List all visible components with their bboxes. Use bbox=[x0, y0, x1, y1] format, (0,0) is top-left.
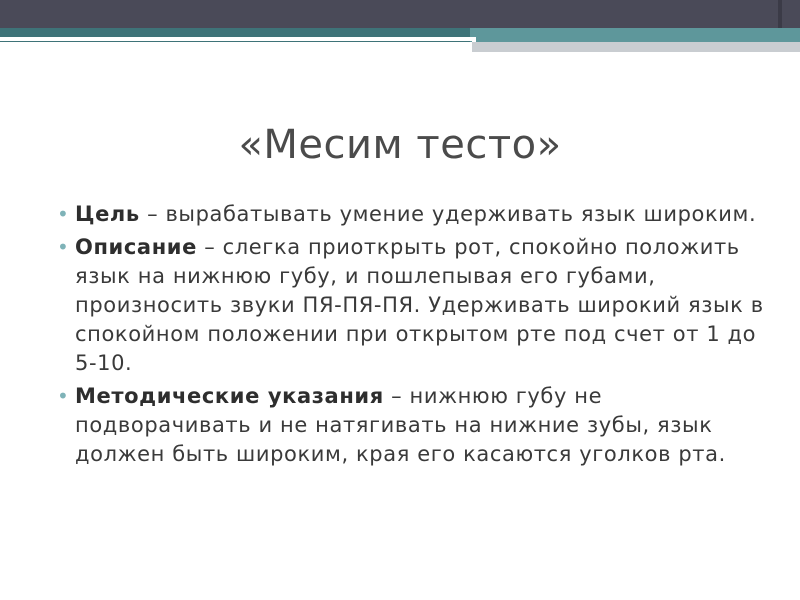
header-teal-stripe-light bbox=[470, 28, 800, 42]
header-divider-left bbox=[0, 37, 472, 41]
bullet-icon: • bbox=[57, 202, 70, 226]
item-term: Цель bbox=[75, 202, 140, 226]
list-item-guidelines bbox=[55, 382, 775, 469]
header-band bbox=[0, 0, 800, 28]
list-item-description bbox=[55, 233, 775, 378]
item-text: – вырабатывать умение удерживать язык широким. bbox=[139, 202, 757, 226]
header-accent bbox=[778, 0, 782, 28]
slide-title: «Месим тесто» bbox=[238, 122, 562, 168]
item-text: – слегка приоткрыть рот, спокойно положить язык на нижнюю губу, и пошлепывая его губами, произносить звуки ПЯ-ПЯ-ПЯ. Удерживать широкий язык в спокойном положении при открытом рте под счет от 1 до 5-10. bbox=[75, 235, 764, 375]
list-item-goal bbox=[55, 200, 775, 229]
header-divider-right bbox=[645, 52, 785, 55]
header-shadow bbox=[472, 42, 800, 52]
bullet-icon: • bbox=[57, 235, 70, 259]
item-text: – нижнюю губу не подворачивать и не натягивать на нижние зубы, язык должен быть широким, края его касаются уголков рта. bbox=[75, 384, 726, 466]
item-term: Методические указания bbox=[75, 384, 384, 408]
item-term: Описание bbox=[75, 235, 197, 259]
bullet-icon: • bbox=[57, 384, 70, 408]
bullet-list bbox=[55, 200, 775, 473]
